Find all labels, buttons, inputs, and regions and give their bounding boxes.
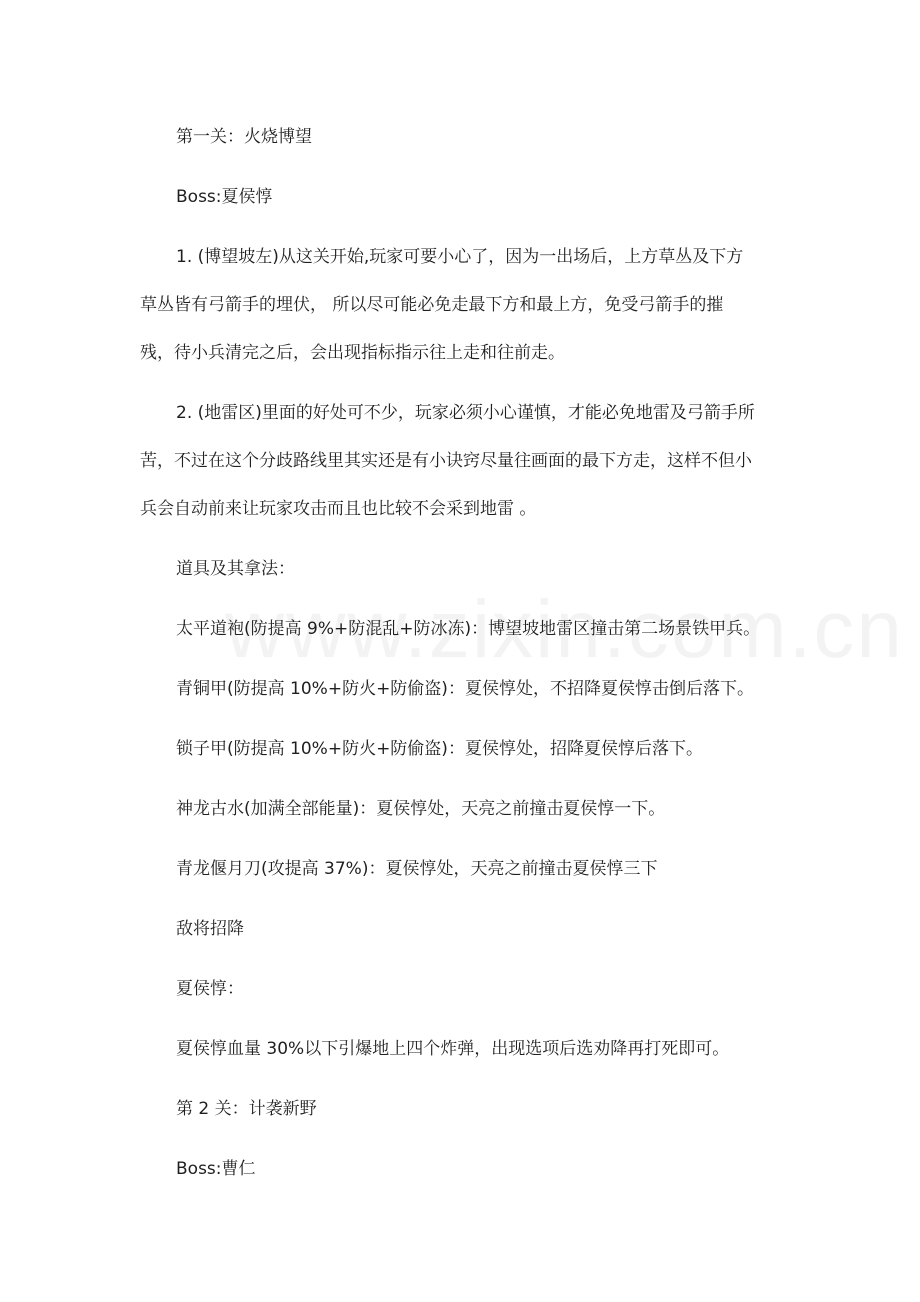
paragraph-1-line-3: 残，待小兵清完之后，会出现指标指示往上走和往前走。 (140, 343, 565, 363)
level-1-title: 第一关：火烧博望 (176, 127, 312, 147)
paragraph-1-line-2: 草丛皆有弓箭手的埋伏， 所以尽可能必免走最下方和最上方，免受弓箭手的摧 (140, 295, 724, 315)
item-dragon-water: 神龙古水(加满全部能量)：夏侯惇处，天亮之前撞击夏侯惇一下。 (176, 799, 666, 819)
recruit-heading: 敌将招降 (176, 919, 244, 939)
paragraph-1-line-1: 1. (博望坡左)从这关开始,玩家可要小心了，因为一出场后，上方草丛及下方 (176, 247, 744, 267)
item-bronze-armor: 青铜甲(防提高 10%+防火+防偷盗)：夏侯惇处，不招降夏侯惇击倒后落下。 (176, 679, 754, 699)
items-heading: 道具及其拿法： (176, 559, 295, 579)
item-dragon-blade: 青龙偃月刀(攻提高 37%)：夏侯惇处，天亮之前撞击夏侯惇三下 (176, 859, 658, 879)
level-1-boss: Boss:夏侯惇 (176, 187, 273, 207)
recruit-method: 夏侯惇血量 30%以下引爆地上四个炸弹，出现选项后选劝降再打死即可。 (176, 1039, 730, 1059)
level-2-boss: Boss:曹仁 (176, 1159, 256, 1179)
item-chain-armor: 锁子甲(防提高 10%+防火+防偷盗)：夏侯惇处，招降夏侯惇后落下。 (176, 739, 703, 759)
paragraph-2-line-2: 苦，不过在这个分歧路线里其实还是有小诀窍尽量往画面的最下方走，这样不但小 (140, 451, 752, 471)
item-taiping-robe: 太平道袍(防提高 9%+防混乱+防冰冻)：博望坡地雷区撞击第二场景铁甲兵。 (176, 619, 761, 639)
level-2-title: 第 2 关：计袭新野 (176, 1099, 317, 1119)
paragraph-2-line-1: 2. (地雷区)里面的好处可不少，玩家必须小心谨慎，才能必免地雷及弓箭手所 (176, 403, 755, 423)
recruit-name: 夏侯惇： (176, 979, 244, 999)
paragraph-2-line-3: 兵会自动前来让玩家攻击而且也比较不会采到地雷 。 (140, 499, 537, 519)
